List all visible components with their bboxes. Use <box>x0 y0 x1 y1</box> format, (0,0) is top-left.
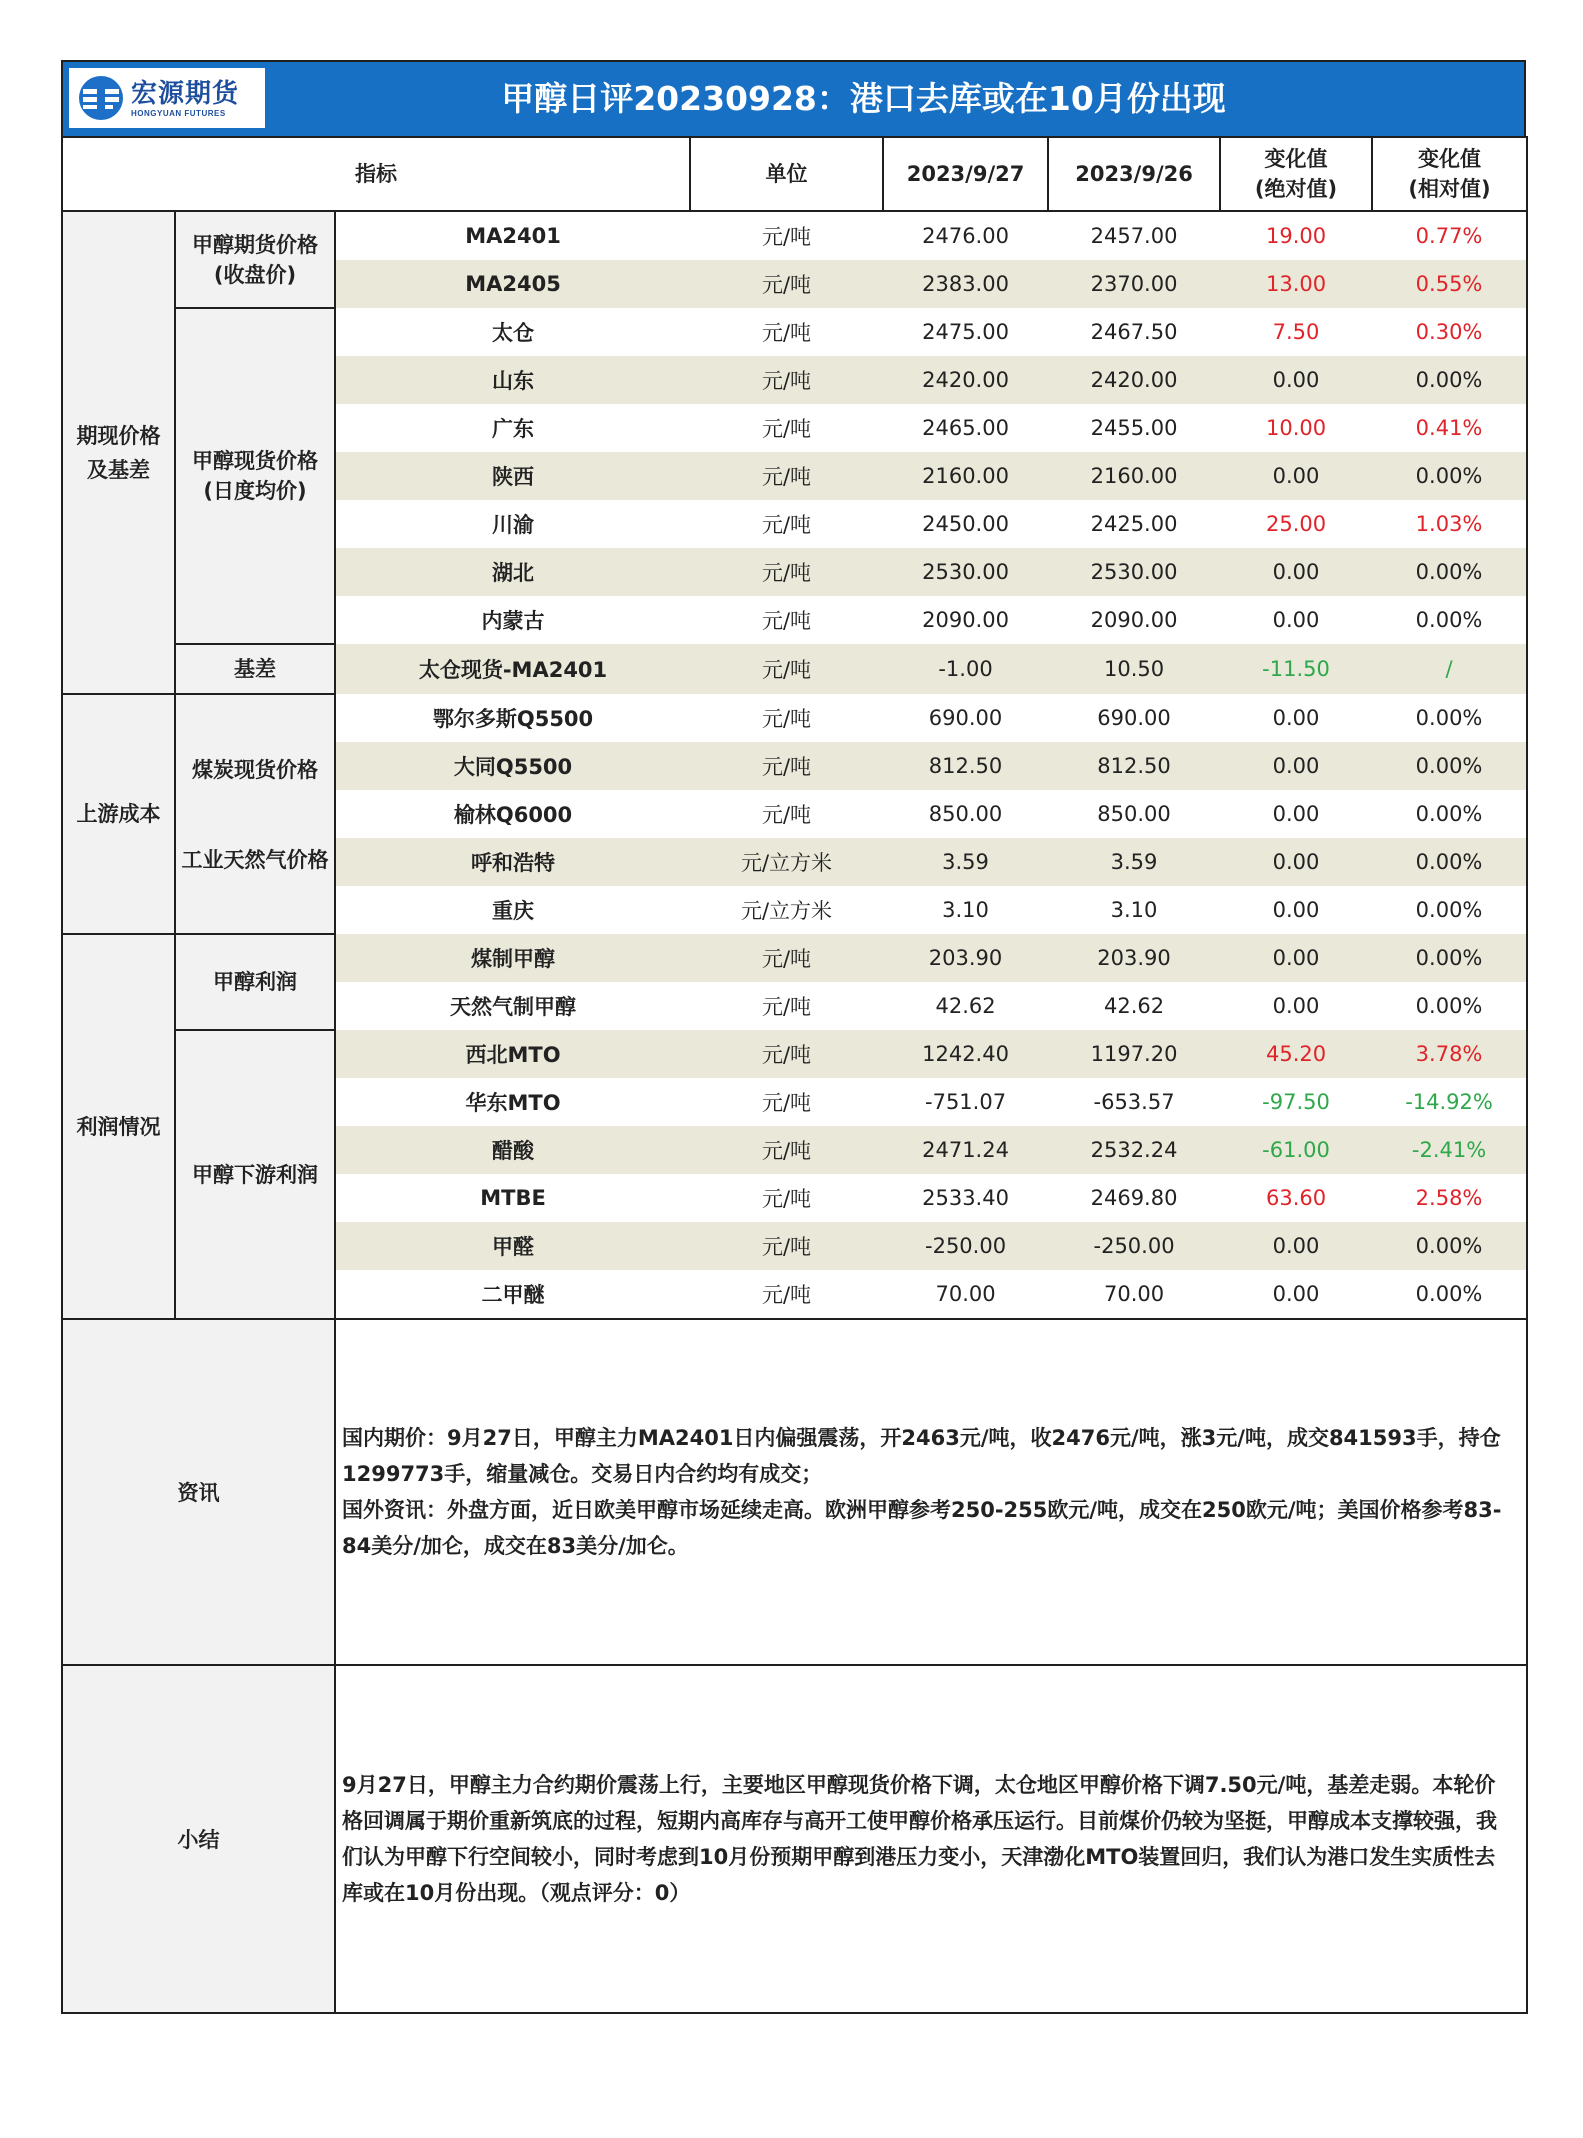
row-rel-change: 0.55% <box>1372 260 1527 308</box>
row-name: 广东 <box>492 417 535 441</box>
subcategory-coal: 煤炭现货价格 <box>192 758 318 782</box>
row-unit: 元/吨 <box>690 1222 883 1270</box>
subcategory-spot-price <box>175 308 335 644</box>
report-title: 甲醇日评20230928：港口去库或在10月份出现 <box>501 79 1226 118</box>
row-unit: 元/吨 <box>761 609 812 633</box>
row-name: 榆林Q6000 <box>453 803 573 827</box>
row-rel-change: 0.00% <box>1372 886 1527 934</box>
row-unit: 元/吨 <box>690 356 883 404</box>
col-header-date1: 2023/9/27 <box>883 137 1048 211</box>
row-value-date2: 70.00 <box>1048 1270 1220 1319</box>
subcategory-coal-gas <box>175 694 335 934</box>
row-value-date2: 2467.50 <box>1090 320 1178 344</box>
row-value-date1: 2530.00 <box>883 548 1048 596</box>
row-rel-change: 0.00% <box>1372 694 1527 742</box>
row-name: 二甲醚 <box>335 1270 690 1319</box>
table-row <box>62 1030 1527 1078</box>
subcategory-line1: 甲醇现货价格 <box>192 449 318 473</box>
row-unit: 元/吨 <box>690 452 883 500</box>
row-value-date2: 2420.00 <box>1048 356 1220 404</box>
subcategory-line2: (收盘价) <box>213 262 297 287</box>
row-name: MA2401 <box>465 224 561 248</box>
category-price-basis <box>62 211 175 694</box>
row-rel-change: 0.00% <box>1372 452 1527 500</box>
row-value-date1: 3.59 <box>883 838 1048 886</box>
row-rel-change: 0.30% <box>1372 308 1527 356</box>
news-label: 资讯 <box>62 1319 335 1665</box>
row-name: 华东MTO <box>465 1091 561 1115</box>
row-unit: 元/吨 <box>690 644 883 694</box>
company-logo <box>69 68 265 128</box>
row-abs-change: 13.00 <box>1220 260 1372 308</box>
subcategory-basis: 基差 <box>175 644 335 694</box>
table-header-row <box>62 137 1527 211</box>
row-value-date2: 2457.00 <box>1090 224 1178 248</box>
table-row <box>62 308 1527 356</box>
row-abs-change: -97.50 <box>1262 1090 1330 1114</box>
row-unit: 元/吨 <box>761 225 812 249</box>
row-value-date1: 2450.00 <box>922 512 1009 536</box>
row-unit: 元/吨 <box>690 548 883 596</box>
row-value-date1: 2090.00 <box>922 608 1009 632</box>
row-value-date1: -1.00 <box>883 644 1048 694</box>
col-header-indicator: 指标 <box>62 137 690 211</box>
row-value-date1: 2465.00 <box>922 416 1009 440</box>
row-value-date2: 812.50 <box>1048 742 1220 790</box>
row-rel-change: 0.00% <box>1372 742 1527 790</box>
summary-row <box>62 1665 1527 2013</box>
table-row <box>62 211 1527 260</box>
row-abs-change: 0.00 <box>1272 994 1320 1018</box>
abs-line1: 变化值 <box>1264 147 1328 171</box>
subcategory-downstream-profit: 甲醇下游利润 <box>175 1030 335 1319</box>
row-abs-change: 7.50 <box>1272 320 1320 344</box>
summary-label: 小结 <box>62 1665 335 2013</box>
row-value-date1: 2475.00 <box>922 320 1009 344</box>
row-value-date2: -653.57 <box>1093 1090 1175 1114</box>
row-unit: 元/吨 <box>761 707 812 731</box>
row-abs-change: 0.00 <box>1272 608 1320 632</box>
row-value-date1: 70.00 <box>883 1270 1048 1319</box>
table-row <box>62 644 1527 694</box>
row-value-date2: 690.00 <box>1097 706 1171 730</box>
row-abs-change: 63.60 <box>1265 1186 1327 1210</box>
row-value-date1: 2471.24 <box>883 1126 1048 1174</box>
row-value-date2: -250.00 <box>1048 1222 1220 1270</box>
row-name: 醋酸 <box>335 1126 690 1174</box>
row-rel-change: 0.00% <box>1372 356 1527 404</box>
row-name: 重庆 <box>492 899 535 923</box>
logo-text <box>131 79 239 118</box>
news-domestic: 国内期价：9月27日，甲醇主力MA2401日内偏强震荡，开2463元/吨，收2476元/吨，涨3元/吨，成交841593手，持仓1299773手，缩量减仓。交易日内合约均有成交； <box>342 1426 1501 1486</box>
col-header-unit: 单位 <box>690 137 883 211</box>
row-name: MA2405 <box>335 260 690 308</box>
col-header-date2: 2023/9/26 <box>1048 137 1220 211</box>
row-name: 内蒙古 <box>481 609 545 633</box>
row-abs-change: 0.00 <box>1220 452 1372 500</box>
row-value-date1: 2420.00 <box>883 356 1048 404</box>
rel-line2: (相对值) <box>1408 177 1491 201</box>
row-name: 太仓现货-MA2401 <box>335 644 690 694</box>
row-unit: 元/吨 <box>761 513 812 537</box>
row-abs-change: 0.00 <box>1220 1270 1372 1319</box>
row-value-date1: 2533.40 <box>922 1186 1009 1210</box>
report-header <box>61 60 1526 136</box>
row-abs-change: 0.00 <box>1272 898 1320 922</box>
row-name: 陕西 <box>335 452 690 500</box>
row-abs-change: 0.00 <box>1220 1222 1372 1270</box>
category-profit: 利润情况 <box>62 934 175 1319</box>
row-abs-change: 19.00 <box>1265 224 1327 248</box>
table-row <box>62 694 1527 742</box>
row-name: 湖北 <box>335 548 690 596</box>
row-name: 呼和浩特 <box>335 838 690 886</box>
subcategory-line1: 甲醇期货价格 <box>192 232 318 257</box>
row-rel-change: -14.92% <box>1372 1078 1527 1126</box>
row-rel-change: / <box>1372 644 1527 694</box>
row-abs-change: 25.00 <box>1265 512 1327 536</box>
row-abs-change: 10.00 <box>1265 416 1327 440</box>
row-rel-change: 3.78% <box>1372 1030 1527 1078</box>
row-value-date1: 2383.00 <box>883 260 1048 308</box>
row-value-date1: -751.07 <box>925 1090 1007 1114</box>
row-unit: 元/吨 <box>761 1187 812 1211</box>
row-unit: 元/吨 <box>690 1030 883 1078</box>
row-value-date1: -250.00 <box>883 1222 1048 1270</box>
row-unit: 元/吨 <box>690 934 883 982</box>
row-value-date2: 2532.24 <box>1048 1126 1220 1174</box>
category-line2: 及基差 <box>87 457 150 482</box>
row-name: 甲醛 <box>335 1222 690 1270</box>
row-value-date2: 10.50 <box>1048 644 1220 694</box>
news-row <box>62 1319 1527 1665</box>
row-rel-change: 1.03% <box>1372 500 1527 548</box>
row-abs-change: 0.00 <box>1220 356 1372 404</box>
report-sheet <box>61 60 1526 2014</box>
row-name: 太仓 <box>492 321 535 345</box>
row-name: 鄂尔多斯Q5500 <box>432 707 594 731</box>
row-abs-change: 0.00 <box>1220 548 1372 596</box>
col-header-rel-change <box>1372 137 1527 211</box>
row-abs-change: -61.00 <box>1220 1126 1372 1174</box>
row-value-date2: 2530.00 <box>1048 548 1220 596</box>
row-value-date2: 203.90 <box>1048 934 1220 982</box>
row-unit: 元/吨 <box>761 995 812 1019</box>
row-name: 西北MTO <box>335 1030 690 1078</box>
news-content <box>335 1319 1527 1665</box>
row-name: 大同Q5500 <box>335 742 690 790</box>
row-value-date1: 812.50 <box>883 742 1048 790</box>
row-value-date2: 3.10 <box>1110 898 1158 922</box>
row-abs-change: 0.00 <box>1220 934 1372 982</box>
row-rel-change: 0.00% <box>1372 934 1527 982</box>
row-abs-change: 0.00 <box>1220 838 1372 886</box>
row-abs-change: 0.00 <box>1272 706 1320 730</box>
row-rel-change: 0.00% <box>1372 1270 1527 1319</box>
row-value-date1: 690.00 <box>928 706 1003 730</box>
logo-mark-icon <box>77 74 125 122</box>
row-value-date2: 42.62 <box>1103 994 1165 1018</box>
row-name: 山东 <box>335 356 690 404</box>
row-value-date2: 2455.00 <box>1090 416 1178 440</box>
col-header-abs-change <box>1220 137 1372 211</box>
rel-line1: 变化值 <box>1418 147 1482 171</box>
row-abs-change: 45.20 <box>1220 1030 1372 1078</box>
row-value-date2: 2370.00 <box>1048 260 1220 308</box>
row-unit: 元/吨 <box>761 803 812 827</box>
row-value-date2: 2090.00 <box>1090 608 1178 632</box>
row-rel-change: 0.00% <box>1372 790 1527 838</box>
row-rel-change: 0.77% <box>1372 211 1527 260</box>
row-unit: 元/吨 <box>690 1270 883 1319</box>
row-unit: 元/吨 <box>761 321 812 345</box>
row-rel-change: 0.00% <box>1372 838 1527 886</box>
logo-cn-text: 宏源期货 <box>131 78 240 109</box>
row-value-date1: 1242.40 <box>883 1030 1048 1078</box>
category-line1: 期现价格 <box>76 423 161 448</box>
row-unit: 元/吨 <box>690 260 883 308</box>
row-unit: 元/立方米 <box>690 838 883 886</box>
row-rel-change: 0.41% <box>1372 404 1527 452</box>
table-row <box>62 934 1527 982</box>
category-upstream-cost: 上游成本 <box>62 694 175 934</box>
logo-en-text: HONGYUAN FUTURES <box>131 108 226 118</box>
subcategory-methanol-profit: 甲醇利润 <box>175 934 335 1030</box>
row-abs-change: 0.00 <box>1220 742 1372 790</box>
row-value-date2: 3.59 <box>1048 838 1220 886</box>
row-rel-change: 0.00% <box>1372 982 1527 1030</box>
row-value-date2: 850.00 <box>1097 802 1171 826</box>
row-value-date1: 42.62 <box>935 994 996 1018</box>
row-rel-change: 0.00% <box>1372 596 1527 644</box>
row-unit: 元/吨 <box>690 1126 883 1174</box>
row-name: MTBE <box>480 1186 546 1210</box>
subcategory-gas: 工业天然气价格 <box>181 848 329 872</box>
row-value-date2: 2160.00 <box>1048 452 1220 500</box>
row-unit: 元/立方米 <box>740 899 833 923</box>
subcategory-line2: (日度均价) <box>203 479 307 503</box>
row-value-date1: 2160.00 <box>883 452 1048 500</box>
row-rel-change: 0.00% <box>1372 548 1527 596</box>
row-value-date1: 203.90 <box>883 934 1048 982</box>
row-name: 天然气制甲醇 <box>450 995 577 1019</box>
row-unit: 元/吨 <box>690 742 883 790</box>
news-overseas: 国外资讯：外盘方面，近日欧美甲醇市场延续走高。欧洲甲醇参考250-255欧元/吨，成交在250欧元/吨；美国价格参考83-84美分/加仑，成交在83美分/加仑。 <box>342 1498 1502 1558</box>
subcategory-futures-price <box>175 211 335 308</box>
row-value-date1: 2476.00 <box>922 224 1009 248</box>
row-name: 川渝 <box>492 513 535 537</box>
row-abs-change: 0.00 <box>1272 802 1320 826</box>
summary-text: 9月27日，甲醇主力合约期价震荡上行，主要地区甲醇现货价格下调，太仓地区甲醇价格下调7.50元/吨，基差走弱。本轮价格回调属于期价重新筑底的过程，短期内高库存与高开工使甲醇价格承压运行。目前煤价仍较为坚挺，甲醇成本支撑较强，我们认为甲醇下行空间较小，同时考虑到10月份预期甲醇到港压力变小，天津渤化MTO装置回归，我们认为港口发生实质性去库或在10月份出现。（观点评分：0） <box>342 1773 1497 1905</box>
row-unit: 元/吨 <box>761 417 812 441</box>
row-unit: 元/吨 <box>761 1091 812 1115</box>
row-name: 煤制甲醇 <box>335 934 690 982</box>
row-value-date2: 2425.00 <box>1090 512 1178 536</box>
row-abs-change: -11.50 <box>1220 644 1372 694</box>
row-rel-change: -2.41% <box>1372 1126 1527 1174</box>
row-rel-change: 2.58% <box>1372 1174 1527 1222</box>
row-value-date2: 1197.20 <box>1048 1030 1220 1078</box>
abs-line2: (绝对值) <box>1254 177 1338 201</box>
indicator-table <box>61 136 1528 2014</box>
summary-content <box>335 1665 1527 2013</box>
row-value-date2: 2469.80 <box>1090 1186 1178 1210</box>
row-value-date1: 850.00 <box>928 802 1003 826</box>
row-rel-change: 0.00% <box>1372 1222 1527 1270</box>
row-value-date1: 3.10 <box>942 898 989 922</box>
